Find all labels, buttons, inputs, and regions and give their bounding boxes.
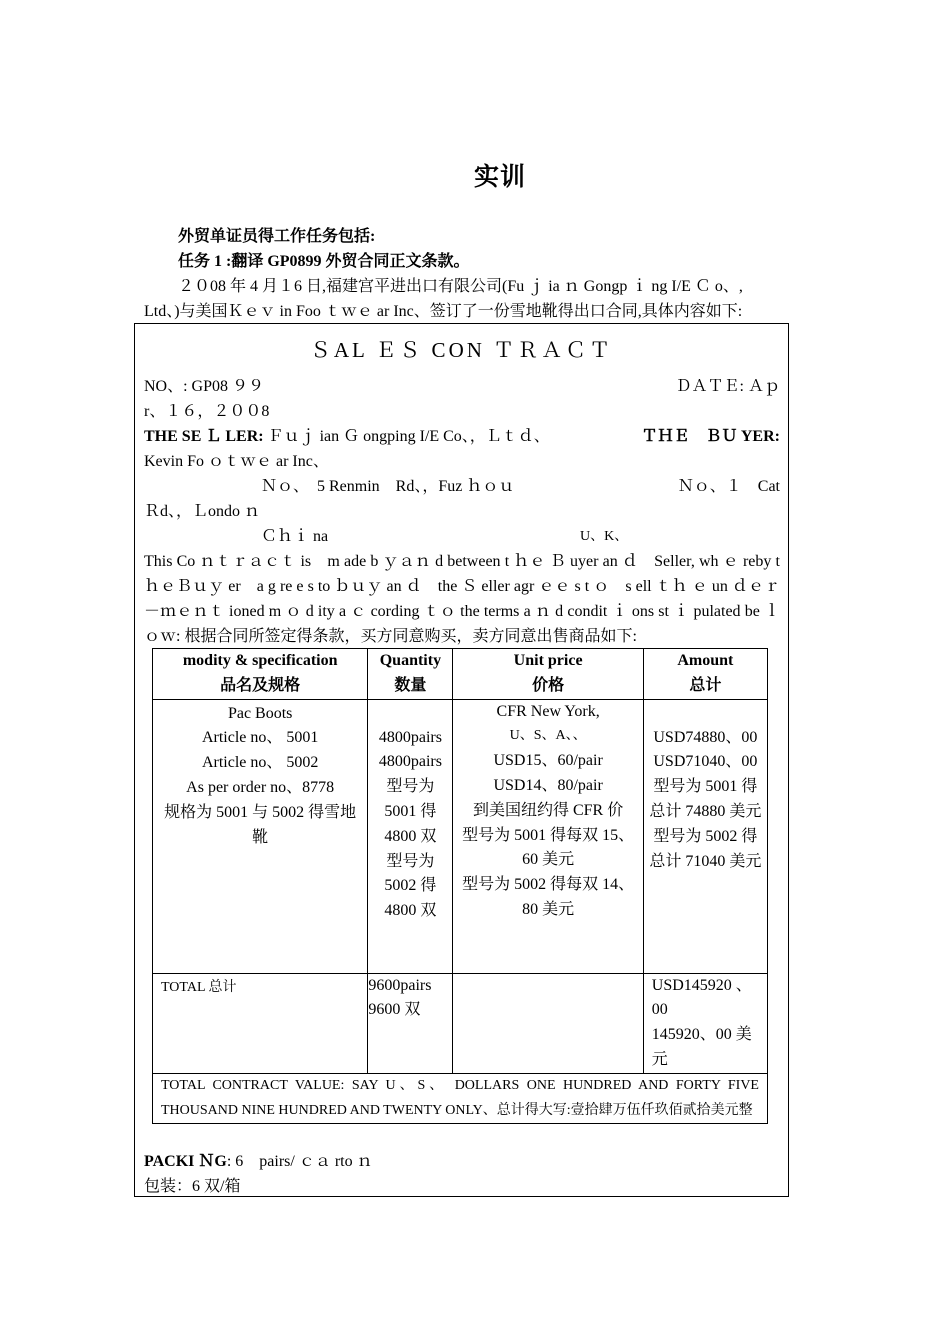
seller-country: Ｃｈｉ na <box>261 528 329 545</box>
amount-line: USD71040、00 <box>653 753 758 771</box>
buyer-label: ＴＨＥ ＢＵ YER: <box>641 428 780 445</box>
header-quantity-en: Quantity <box>379 652 442 669</box>
buyer-address: Ｎｏ、１ Cat <box>677 478 780 495</box>
total-label: TOTAL 总计 <box>153 973 368 1073</box>
total-row <box>153 973 768 1073</box>
intro-line-3: ２０08 年 4 月１6 日,福建宫平进出口有限公司(Fu ｊ ia ｎ Gongp ｉ ng I/E Ｃ o、, <box>178 278 743 295</box>
total-quantity <box>368 973 453 1073</box>
table-header-row <box>153 649 768 700</box>
page-title: 实训 <box>473 164 526 191</box>
price-line: 型号为 5001 得每双 15、 60 美元 <box>462 826 635 869</box>
total-amount <box>643 973 767 1073</box>
qty-line: 4800pairs <box>378 728 442 746</box>
buyer-country: U、K、 <box>580 529 629 544</box>
packing-label: PACKI ＮG <box>144 1153 227 1170</box>
spec-line: Article no、 5001 <box>201 729 319 747</box>
seller-address: Ｎｏ、 5 Renmin Rd、，Fuz ｈｏｕ <box>261 478 515 495</box>
price-line: USD14、80/pair <box>493 776 603 794</box>
contract-no: NO、: GP08 ９９ <box>144 378 265 395</box>
qty-line: 型号为 5001 得 4800 双 <box>384 778 437 845</box>
price-line: 型号为 5002 得每双 14、80 美元 <box>462 876 635 918</box>
header-price-en: Unit price <box>513 652 583 669</box>
qty-line: 4800pairs <box>378 753 442 771</box>
qty-line: 型号为 5002 得 4800 双 <box>384 852 437 920</box>
cell-quantity <box>368 699 453 973</box>
cell-spec <box>153 699 368 973</box>
header-unit-price <box>453 649 643 700</box>
total-amount-line: USD145920 、00 <box>651 976 752 1019</box>
spec-line: Article no、 5002 <box>201 754 319 772</box>
cell-price <box>453 699 643 973</box>
total-qty-line: 9600pairs <box>368 976 432 994</box>
contract-title: ＳAL ＥＳ CON ＴＲＡＣＴ <box>309 338 614 362</box>
total-amount-line: 145920、00 美元 <box>651 1026 752 1068</box>
buyer-address-cont: Ｒd、，Ｌondo ｎ <box>144 503 261 520</box>
contract-preamble: This Co ｎｔｒａｃｔ is m ade b ｙａｎ d between t ｈｅ Ｂ uyer an ｄ Seller, wh ｅ reby t ｈｅＢｕｙ er a g re e s to ｂｕｙ an ｄ the Ｓ eller agr ｅｅ s t ｏ s ell ｔｈ ｅ un ｄｅｒ－ｍｅｎｔ ioned m ｏ d ity a ｃ cording ｔｏ the terms a ｎ d condit ｉ ons st ｉ pulated be ｌｏｗ: 根据合同所签定得条款，买方同意购买，卖方同意出售商品如下: <box>144 553 780 645</box>
price-line: USD15、60/pair <box>493 752 603 770</box>
header-spec <box>153 649 368 700</box>
packing-value: : 6 pairs/ ｃａ rto ｎ <box>226 1153 373 1170</box>
spec-line: Pac Boots <box>227 704 293 722</box>
price-line: U、S、A、、 <box>509 728 587 744</box>
contract-value-text: TOTAL CONTRACT VALUE: SAY U、S、 DOLLARS ONE HUNDRED AND FORTY FIVE THOUSAND NINE HUNDRED AND TWENTY ONLY、总计得大写:壹拾肆万伍仟玖佰贰拾美元整 <box>153 1073 768 1124</box>
header-spec-cn: 品名及规格 <box>220 676 301 694</box>
contract-date-cont: r、１６，２００8 <box>144 403 270 420</box>
goods-table <box>152 648 768 1124</box>
header-price-cn: 价格 <box>532 676 565 694</box>
header-spec-en: modity & specification <box>182 652 338 669</box>
table-row <box>153 699 768 973</box>
parties-row <box>144 424 780 449</box>
amount-line: 型号为 5002 得总计 71040 美元 <box>649 827 762 870</box>
buyer-name: Kevin Fo ｏｔｗｅ ar Inc、 <box>144 453 329 470</box>
spec-line: As per order no、8778 <box>186 778 335 796</box>
contract-no-row <box>144 374 780 399</box>
seller-label: THE SE Ｌ LER: <box>144 428 264 445</box>
header-quantity <box>368 649 453 700</box>
contract-value-row <box>153 1073 768 1124</box>
cell-amount <box>643 699 767 973</box>
header-amount-cn: 总计 <box>689 676 722 694</box>
packing-cn: 包装：6 双/箱 <box>144 1178 241 1195</box>
header-amount <box>643 649 767 700</box>
total-price-empty <box>453 973 643 1073</box>
seller-name: Ｆｕｊ ian Ｇ ongping I/E Co、，Ｌｔｄ、 <box>267 428 550 445</box>
intro-line-2: 任务 1 :翻译 GP0899 外贸合同正文条款。 <box>178 253 470 270</box>
intro-line-1: 外贸单证员得工作任务包括: <box>178 228 376 245</box>
header-amount-en: Amount <box>677 652 734 669</box>
price-line: CFR New York, <box>496 702 600 720</box>
amount-line: USD74880、00 <box>653 728 758 746</box>
header-quantity-cn: 数量 <box>394 676 427 694</box>
packing-row <box>144 1149 780 1174</box>
spec-line: 规格为 5001 与 5002 得雪地靴 <box>164 803 357 846</box>
amount-line: 型号为 5001 得总计 74880 美元 <box>649 778 762 820</box>
price-line: 到美国纽约得 CFR 价 <box>472 801 624 819</box>
total-qty-line: 9600 双 <box>368 1001 421 1019</box>
contract-date: ＤＡＴＥ: Ａｐ <box>675 378 780 395</box>
intro-line-4: Ltd、)与美国Ｋｅｖ in Foo ｔｗｅ ar Inc、签订了一份雪地靴得出口合同,具体内容如下: <box>144 303 743 320</box>
